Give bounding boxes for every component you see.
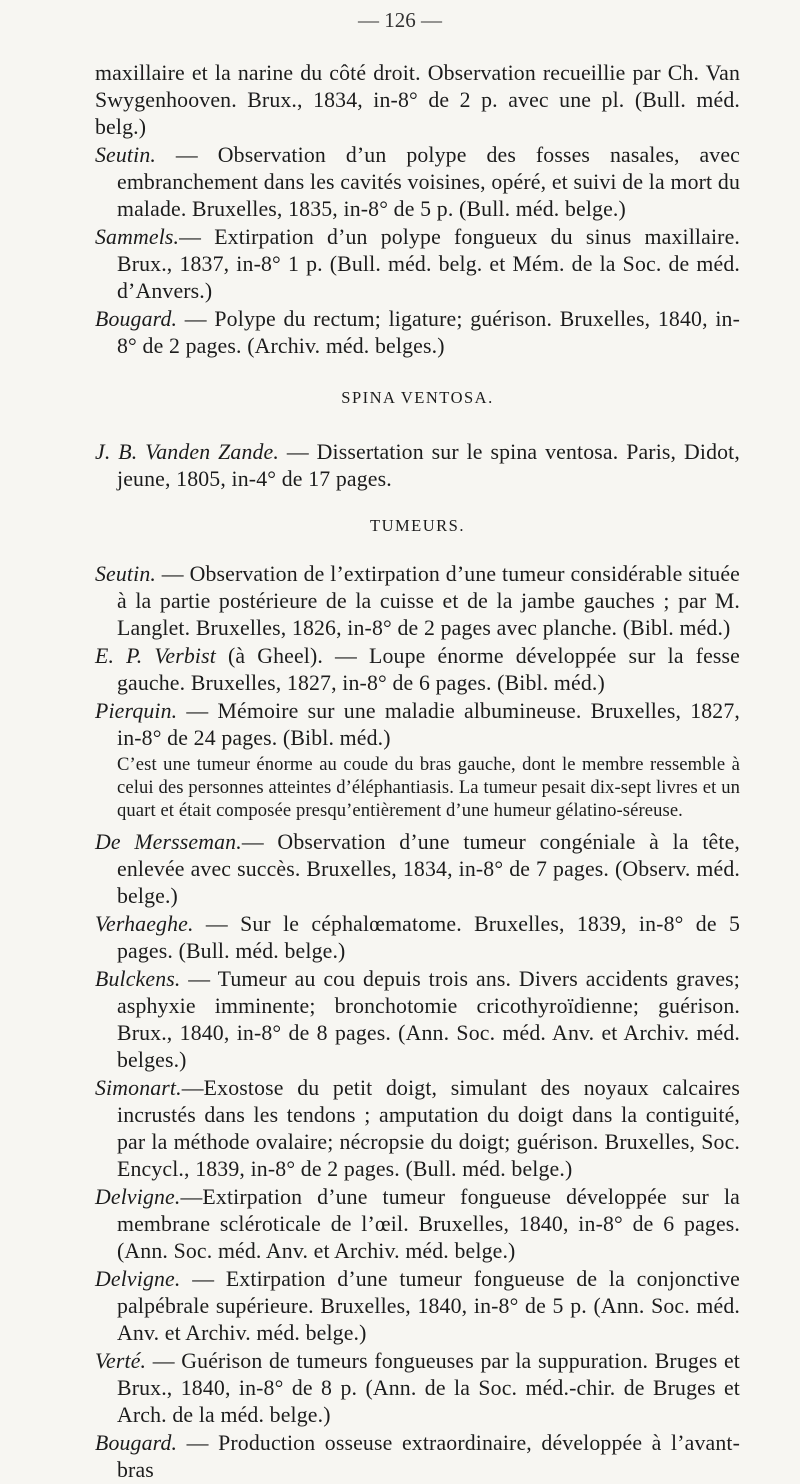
entry-author: Pierquin. [95,699,178,723]
bibliography-entry [95,1184,740,1265]
entry-text: — Polype du rectum; ligature; guérison. Bruxelles, 1840, in-8° de 2 pages. (Archiv. méd. belges.) [117,307,740,358]
entry-author: Delvigne. [95,1267,181,1291]
entry-text: — Observation d’un polype des fosses nasales, avec embranchement dans les cavités voisines, opéré, et suivi de la mort du malade. Bruxelles, 1835, in-8° de 5 p. (Bull. méd. belge.) [117,143,740,221]
entries-tumeurs-b [95,829,740,1484]
bibliography-entry [95,643,740,697]
bibliography-entry [95,561,740,642]
entry-text: — Production osseuse extraordinaire, développée à l’avant-bras [117,1431,740,1482]
entry-author: J. B. Vanden Zande. [95,440,279,464]
entry-text: — Observation d’une tumeur congéniale à la tête, enlevée avec succès. Bruxelles, 1834, in-8° de 7 pages. (Observ. méd. belge.) [117,830,741,908]
entry-text: — Extirpation d’une tumeur fongueuse de la conjonctive palpébrale supérieure. Bruxelles, 1840, in-8° de 5 p. (Ann. Soc. méd. Anv. et Archiv. méd. belge.) [117,1267,740,1345]
entry-author: Bulckens. [95,967,181,991]
bibliography-entry [95,966,740,1074]
entry-author: De Mersseman. [95,830,242,854]
entry-author: Bougard. [95,1431,178,1455]
entry-author: Delvigne. [95,1185,181,1209]
section-heading-spina-ventosa: SPINA VENTOSA. [341,388,494,407]
entry-text: — Dissertation sur le spina ventosa. Paris, Didot, jeune, 1805, in-4° de 17 pages. [117,440,740,491]
entry-author: Verhaeghe. [95,912,194,936]
note-pierquin: C’est une tumeur énorme au coude du bras gauche, dont le membre ressemble à celui des personnes atteintes d’éléphantiasis. La tumeur pesait dix-sept livres et un quart et était composée presqu’entièrement d’une humeur gélatino-séreuse. [117,754,740,821]
entry-text: — Extirpation d’un polype fongueux du sinus maxillaire. Brux., 1837, in-8° 1 p. (Bull. méd. belg. et Mém. de la Soc. de méd. d’Anvers.) [117,225,740,303]
entry-text: —Extirpation d’une tumeur fongueuse développée sur la membrane scléroticale de l’œil. Bruxelles, 1840, in-8° de 6 pages. (Ann. Soc. méd. Anv. et Archiv. méd. belge.) [117,1185,740,1263]
bibliography-entry [95,142,740,223]
bibliography-entry [95,224,740,305]
bibliography-entry [95,1266,740,1347]
entry-text: — Guérison de tumeurs fongueuses par la suppuration. Bruges et Brux., 1840, in-8° de 8 p. (Ann. de la Soc. méd.-chir. de Bruges et Arch. de la méd. belge.) [117,1349,740,1427]
entries-spina [95,439,740,493]
bibliography-entry [95,439,740,493]
entry-text: — Tumeur au cou depuis trois ans. Divers accidents graves; asphyxie imminente; bronchotomie cricothyroïdienne; guérison. Brux., 1840, in-8° de 8 pages. (Ann. Soc. méd. Anv. et Archiv. méd. belges.) [117,967,740,1072]
entry-author: E. P. Verbist [95,644,216,668]
continued-entry: maxillaire et la narine du côté droit. Observation recueillie par Ch. Van Swygenhooven. Brux., 1834, in-8° de 2 p. avec une pl. (Bull. méd. belg.) [95,61,740,139]
entry-author: Sammels. [95,225,180,249]
entry-author: Simonart. [95,1076,182,1100]
page-number: — 126 — [358,8,442,32]
bibliography-entry [95,306,740,360]
entry-text: — Observation de l’extirpation d’une tumeur considérable située à la partie postérieure de la cuisse et de la jambe gauches ; par M. Langlet. Bruxelles, 1826, in-8° de 2 pages avec planche. (Bibl. méd.) [117,562,740,640]
entries-tumeurs-a [95,561,740,752]
entry-text: — Sur le céphalœmatome. Bruxelles, 1839, in-8° de 5 pages. (Bull. méd. belge.) [117,912,740,963]
entry-author: Verté. [95,1349,147,1373]
bibliography-entry [95,1075,740,1183]
bibliography-entry [95,698,740,752]
entry-text: —Exostose du petit doigt, simulant des noyaux calcaires incrustés dans les tendons ; amputation du doigt dans la contiguité, par la méthode ovalaire; nécropsie du doigt; guérison. Bruxelles, Soc. Encycl., 1839, in-8° de 2 pages. (Bull. méd. belge.) [117,1076,740,1181]
section-heading-tumeurs: TUMEURS. [370,516,465,535]
bibliography-entry [95,1348,740,1429]
entry-text: (à Gheel). — Loupe énorme développée sur la fesse gauche. Bruxelles, 1827, in-8° de 6 pages. (Bibl. méd.) [117,644,740,695]
entry-author: Bougard. [95,307,178,331]
entry-author: Seutin. [95,143,156,167]
entries-part1 [95,142,740,360]
bibliography-entry [95,1430,740,1484]
entry-text: — Mémoire sur une maladie albumineuse. Bruxelles, 1827, in-8° de 24 pages. (Bibl. méd.) [117,699,740,750]
bibliography-entry [95,911,740,965]
entry-author: Seutin. [95,562,156,586]
bibliography-entry [95,829,740,910]
